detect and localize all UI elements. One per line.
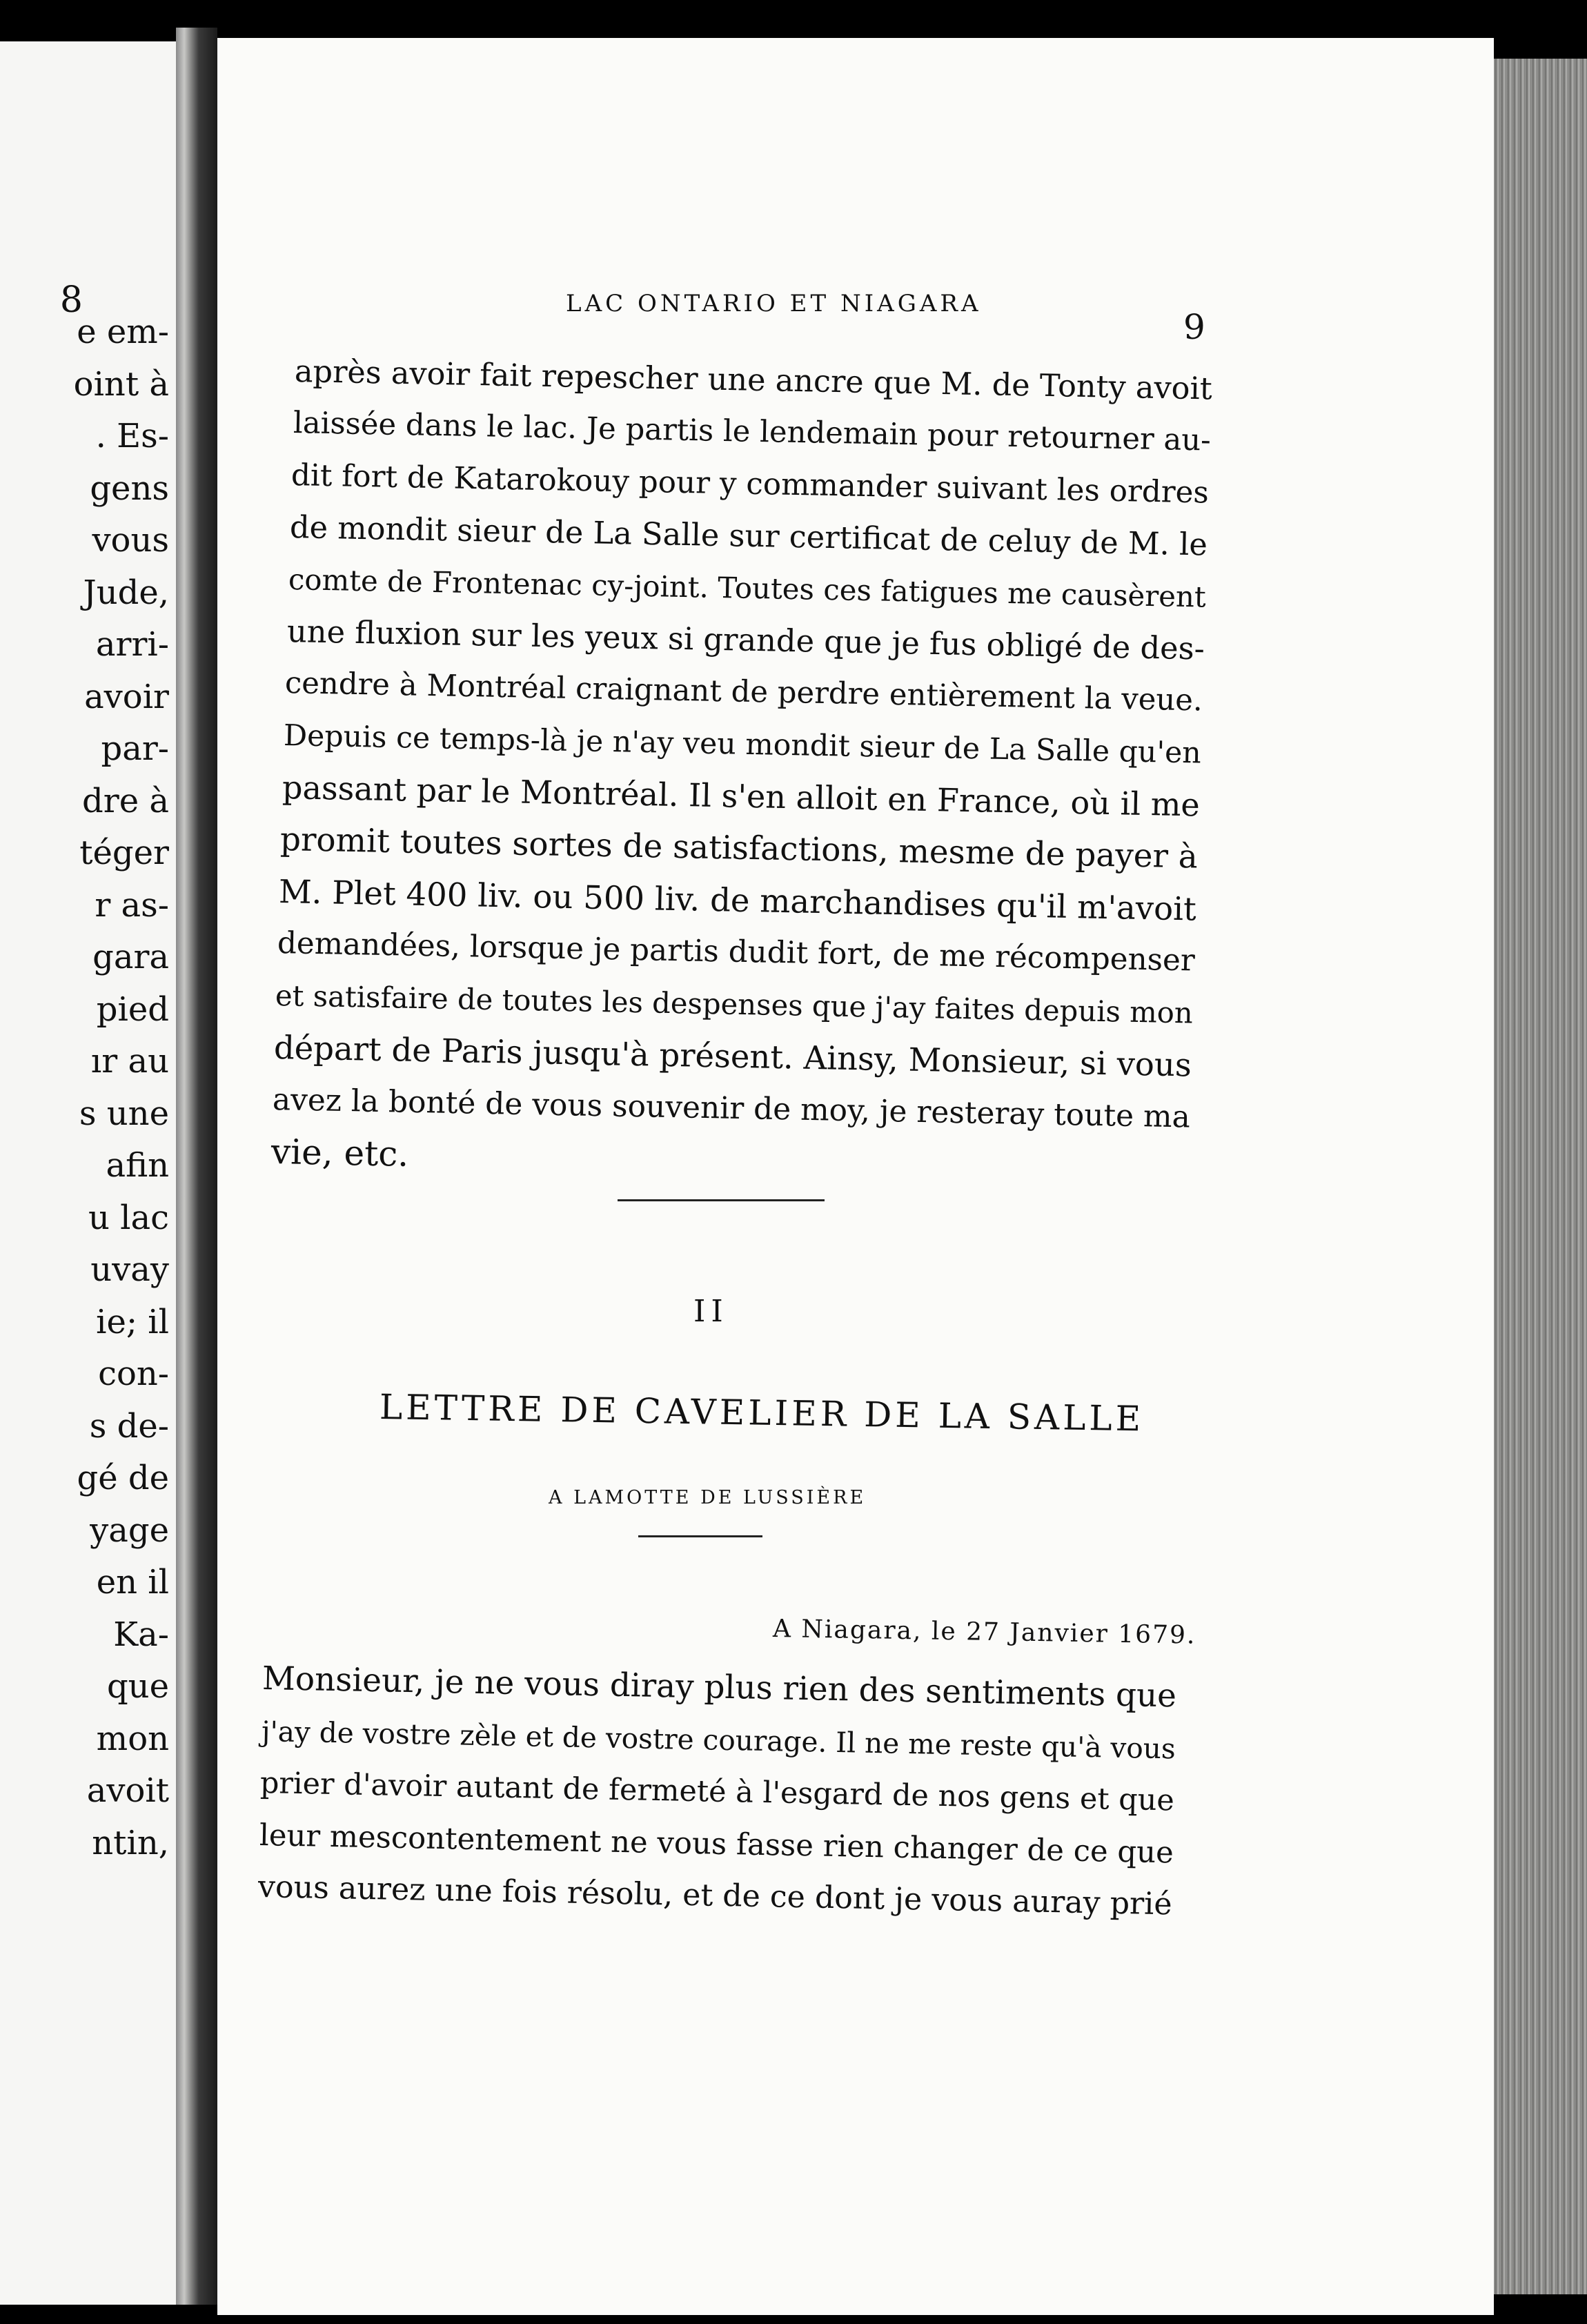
left-page-line-fragment: ie; il — [96, 1302, 169, 1341]
text-line: cendre à Montréal craignant de perdre entièrement la veue. — [284, 666, 1203, 718]
text-line: promit toutes sortes de satisfactions, mesme de payer à — [279, 820, 1199, 876]
text-line: après avoir fait repescher une ancre que M. de Tonty avoit — [294, 353, 1213, 407]
left-page-line-fragment: yage — [90, 1510, 169, 1550]
text-line: vie, etc. — [270, 1132, 409, 1174]
section-divider-rule — [618, 1199, 825, 1201]
letter-title: LETTRE DE CAVELIER DE LA SALLE — [379, 1387, 1145, 1439]
left-page-line-fragment: ntin, — [92, 1823, 169, 1862]
left-page-line-fragment: que — [106, 1667, 169, 1706]
left-page-line-fragment: par- — [101, 729, 169, 768]
letter-dateline: A Niagara, le 27 Janvier 1679. — [772, 1615, 1196, 1650]
text-line: M. Plet 400 liv. ou 500 liv. de marchandises qu'il m'avoit — [278, 873, 1197, 928]
text-line: passant par le Montréal. Il s'en alloit en France, où il me — [282, 769, 1200, 824]
left-page-line-fragment: r as- — [95, 885, 169, 925]
left-page-line-fragment: vous — [92, 521, 169, 560]
book-page-edges — [1494, 59, 1587, 2294]
left-page-line-fragment: con- — [98, 1355, 169, 1393]
left-page-line-fragment: . Es- — [95, 417, 169, 455]
section-number: II — [693, 1294, 729, 1329]
left-page-line-fragment: gé de — [77, 1459, 169, 1497]
text-line: laissée dans le lac. Je partis le lendemain pour retourner au- — [293, 406, 1211, 458]
book-gutter — [176, 28, 217, 2305]
text-line: Depuis ce temps-là je n'ay veu mondit sieur de La Salle qu'en — [283, 718, 1202, 771]
text-line: dit fort de Katarokouy pour y commander suivant les ordres — [290, 457, 1210, 511]
left-page-line-fragment: arri- — [95, 625, 169, 664]
left-page-line-fragment: mon — [96, 1719, 169, 1758]
running-head: LAC ONTARIO ET NIAGARA — [566, 290, 982, 317]
left-page-line-fragment: dre à — [82, 781, 169, 820]
letter-subtitle: A LAMOTTE DE LUSSIÈRE — [549, 1487, 867, 1508]
left-page-line-fragment: ır au — [90, 1042, 169, 1081]
text-line: départ de Paris jusqu'à présent. Ainsy, Monsieur, si vous — [273, 1029, 1192, 1084]
title-divider-rule — [638, 1535, 762, 1537]
text-line: une fluxion sur les yeux si grande que je fus obligé de des- — [286, 613, 1205, 667]
page-number: 9 — [1183, 307, 1205, 347]
left-page-line-fragment: gens — [90, 469, 169, 508]
left-page-line-fragment: u lac — [88, 1198, 169, 1237]
left-page-line-fragment: s une — [79, 1094, 169, 1133]
right-page — [217, 38, 1494, 2315]
left-page-line-fragment: afin — [106, 1146, 169, 1185]
text-line: j'ay de vostre zèle et de vostre courage. Il ne me reste qu'à vous — [261, 1714, 1176, 1765]
text-line: leur mescontentement ne vous fasse rien changer de ce que — [259, 1818, 1174, 1870]
left-page-line-fragment: e em- — [77, 313, 169, 351]
left-page-number: 8 — [59, 279, 83, 321]
left-page-line-fragment: avoir — [84, 677, 169, 716]
left-page-line-fragment: Ka- — [113, 1615, 169, 1654]
left-page-line-fragment: oint à — [73, 364, 169, 404]
text-line: avez la bonté de vous souvenir de moy, je resteray toute ma — [272, 1081, 1191, 1135]
left-page-line-fragment: avoit — [86, 1771, 169, 1810]
text-line: prier d'avoir autant de fermeté à l'esgard de nos gens et que — [259, 1766, 1175, 1818]
text-line: Monsieur, je ne vous diray plus rien des sentiments que — [262, 1660, 1177, 1715]
left-facing-page — [0, 41, 176, 2305]
text-line: de mondit sieur de La Salle sur certificat de celuy de M. le — [289, 509, 1208, 563]
left-page-line-fragment: Jude, — [83, 573, 169, 612]
text-line: comte de Frontenac cy-joint. Toutes ces fatigues me causèrent — [288, 562, 1207, 614]
left-page-line-fragment: pied — [96, 989, 169, 1029]
left-page-line-fragment: téger — [79, 834, 169, 872]
text-line: vous aurez une fois résolu, et de ce dont je vous auray prié — [257, 1869, 1173, 1922]
left-page-line-fragment: uvay — [90, 1250, 169, 1289]
left-page-line-fragment: gara — [92, 938, 169, 976]
text-line: demandées, lorsque je partis dudit fort, de me récompenser — [277, 926, 1195, 978]
left-page-line-fragment: s de- — [89, 1406, 169, 1446]
left-page-line-fragment: en il — [96, 1563, 169, 1602]
text-line: et satisfaire de toutes les despenses que j'ay faites depuis mon — [275, 978, 1194, 1030]
